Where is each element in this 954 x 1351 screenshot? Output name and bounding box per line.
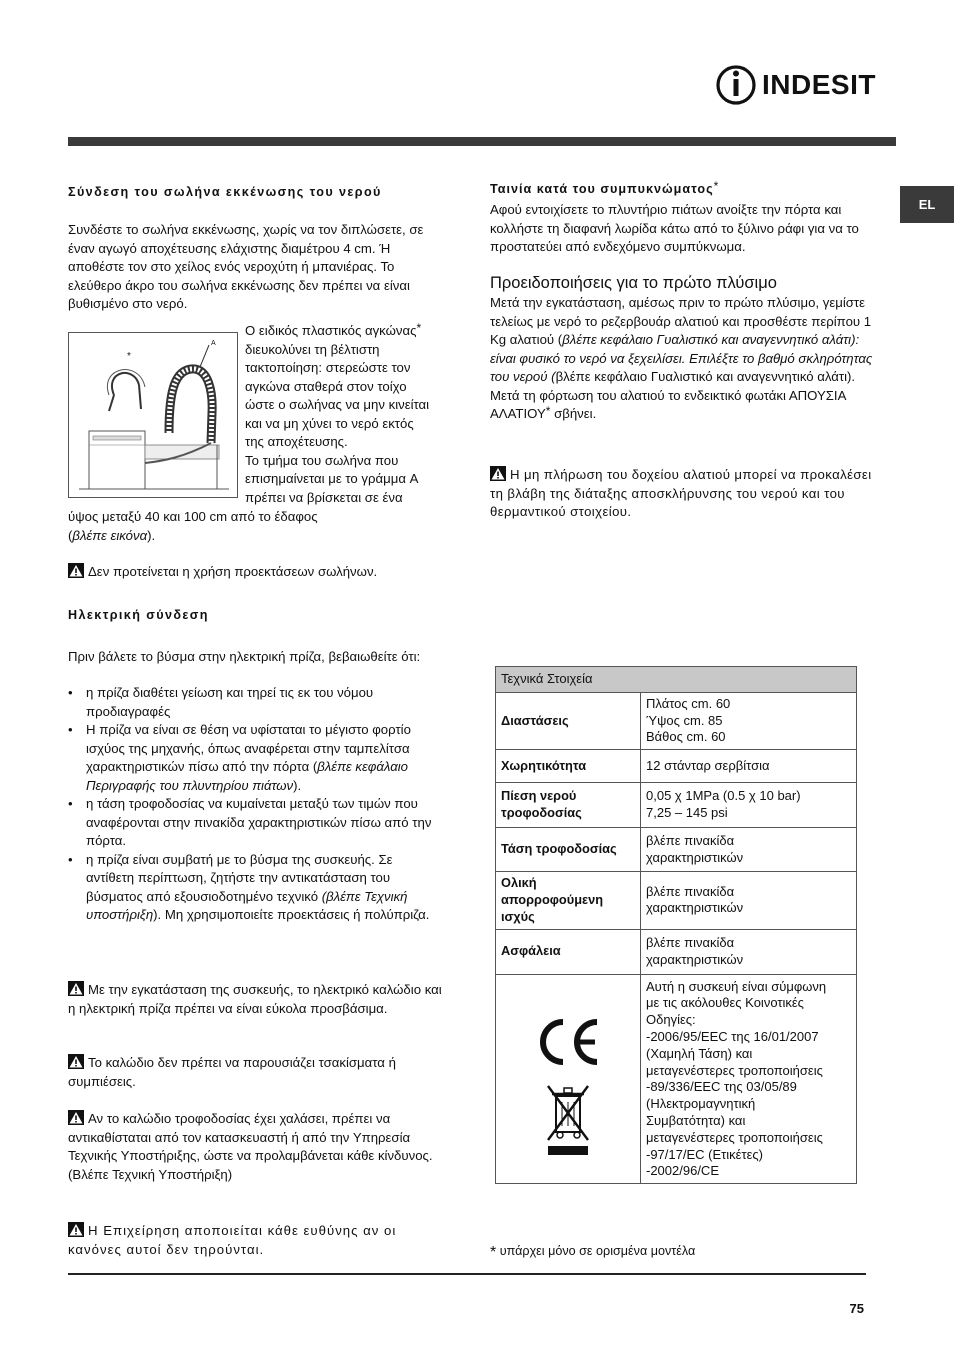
spec-key: Διαστάσεις — [496, 692, 641, 749]
directives-text — [641, 974, 857, 1184]
footer-rule — [68, 1273, 866, 1275]
elbow-line: πρέπει να βρίσκεται σε ένα — [245, 489, 403, 505]
warning-icon — [68, 563, 84, 578]
spec-value — [641, 929, 857, 974]
elbow-line: Το τμήμα του σωλήνα που — [245, 452, 399, 468]
table-row — [496, 974, 857, 1184]
warning-icon — [68, 1110, 84, 1125]
first-wash-title: Προειδοποιήσεις για το πρώτο πλύσιμο — [490, 274, 777, 292]
spec-value-line: χαρακτηριστικών — [646, 951, 744, 967]
language-tab-label: EL — [918, 197, 936, 212]
spec-value-line: βλέπε πινακίδα — [646, 832, 735, 848]
first-wash-text-part: βλέπε κεφάλαιο Γυαλιστικό και αναγεννητικό αλάτι). Μετά τη φόρτωση του αλατιού το ενδεικτικό φωτάκι ΑΠΟΥΣΙΑ ΑΛΑΤΙΟΥ — [490, 369, 856, 421]
elbow-line: και να μη χύνει το νερό εκτός — [245, 415, 414, 431]
spec-key-line: τροφοδοσίας — [501, 805, 582, 821]
first-wash-text-part: σβήνει. — [550, 406, 597, 421]
list-item — [68, 795, 444, 851]
warning-icon — [68, 1222, 84, 1237]
asterisk-mark: * — [545, 404, 551, 418]
spec-value-line: 12 στάνταρ σερβίτσια — [646, 757, 770, 773]
figure-label-a: A — [211, 340, 216, 347]
first-wash-ref: βλέπε κεφάλαιο Γυαλιστικό και αναγεννητικό αλάτι): είναι φυσικό το νερό να ξεχειλίσει. Επιλέξτε το βαθμό σκληρότητας του νερού ( — [490, 332, 873, 384]
warning-text: Με την εγκατάσταση της συσκευής, το ηλεκτρικό καλώδιο και η ηλεκτρική πρίζα πρέπει να είναι εύκολα προσβάσιμα. — [68, 982, 442, 1016]
warning-text: Η μη πλήρωση του δοχείου αλατιού μπορεί να προκαλέσει τη βλάβη της διάταξης αποσκλήρυνσης του νερού και του θερμαντικού στοιχείου. — [490, 467, 872, 519]
elbow-line: ώστε ο σωλήνας να μην κινείται — [245, 397, 430, 412]
directive-line: Συμβατότητα) και — [646, 1112, 746, 1128]
elbow-text — [245, 322, 455, 507]
figure-label-star: * — [127, 351, 131, 362]
directive-line: -2002/96/CE — [646, 1163, 719, 1179]
spec-value — [641, 872, 857, 929]
language-tab — [900, 186, 954, 223]
technical-data-table — [495, 666, 857, 1184]
footnote — [490, 1242, 870, 1263]
list-item-ref: (βλέπε Τεχνική υποστήριξη — [86, 888, 408, 922]
spec-value — [641, 828, 857, 872]
warning-text: Αν το καλώδιο τροφοδοσίας έχει χαλάσει, πρέπει να αντικαθίσταται από τον κατασκευαστή ή από την Υπηρεσία Τεχνικής Υποστήριξης, ώστε να προλαμβάνεται κάθε κίνδυνος. (Βλέπε Τεχνική Υποστήριξη) — [68, 1111, 433, 1182]
brand-logo — [716, 62, 876, 108]
warning-icon — [68, 981, 84, 996]
list-item-text: η πρίζα διαθέτει γείωση και τηρεί τις εκ του νόμου προδιαγραφές — [86, 685, 374, 719]
table-header-row — [496, 667, 857, 693]
spec-value — [641, 692, 857, 749]
drain-hose-title: Σύνδεση του σωλήνα εκκένωσης του νερού — [68, 185, 382, 199]
warning-salt — [490, 466, 874, 522]
list-item — [68, 851, 444, 925]
paren: ( — [68, 527, 73, 543]
table-row — [496, 783, 857, 828]
spec-value-line: χαρακτηριστικών — [646, 900, 744, 916]
spec-key-line: Πίεση νερού — [501, 788, 577, 804]
spec-value-line: 7,25 – 145 psi — [646, 805, 728, 821]
asterisk-mark: * — [416, 321, 422, 335]
directive-line: (Χαμηλή Τάση) και — [646, 1045, 753, 1061]
indesit-logo-mark — [716, 62, 762, 108]
table-row — [496, 692, 857, 749]
see-figure-ref: βλέπε εικόνα — [72, 527, 148, 543]
list-item-text: ). Μη χρησιμοποιείτε προεκτάσεις ή πολύπριζα. — [153, 907, 430, 922]
warning-text: Το καλώδιο δεν πρέπει να παρουσιάζει τσακίσματα ή συμπιέσεις. — [68, 1055, 396, 1089]
elbow-line: της αποχέτευσης. — [245, 434, 348, 449]
list-item — [68, 721, 444, 795]
spec-key: Τάση τροφοδοσίας — [496, 828, 641, 872]
warning-text: Η Επιχείρηση αποποιείται κάθε ευθύνης αν οι κανόνες αυτοί δεν τηρούνται. — [68, 1223, 397, 1257]
table-header: Τεχνικά Στοιχεία — [496, 667, 857, 693]
first-wash-text — [490, 294, 878, 424]
table-row — [496, 750, 857, 783]
elbow-line: τακτοποίηση: στερεώστε τον — [245, 360, 411, 375]
spec-value — [641, 783, 857, 828]
elbow-line: Ο ειδικός πλαστικός αγκώνας — [245, 323, 417, 338]
elbow-line: αγκώνα σταθερά στον τοίχο — [245, 378, 407, 394]
drain-hose-figure — [68, 332, 238, 498]
spec-value-line: χαρακτηριστικών — [646, 849, 744, 865]
asterisk-mark: * — [713, 179, 719, 193]
list-item-text: Η πρίζα να είναι σε θέση να υφίσταται το μέγιστο φορτίο ισχύος της μηχανής, όπως αναφέρεται στην ταμπελίτσα χαρακτηριστικών πίσω από την πόρτα ( — [86, 722, 411, 774]
spec-key-line: απορροφούμενη — [501, 891, 604, 907]
directive-line: -97/17/EC (Ετικέτες) — [646, 1146, 763, 1162]
spec-value-line: βλέπε πινακίδα — [646, 934, 735, 950]
spec-key-line: ισχύς — [501, 908, 535, 924]
asterisk-mark: * — [490, 1244, 497, 1261]
directive-line: -2006/95/EEC της 16/01/2007 — [646, 1028, 819, 1044]
warning-accessible — [68, 981, 448, 1018]
condensation-title-text: Ταινία κατά του συμπυκνώματος — [490, 182, 714, 196]
footnote-text: υπάρχει μόνο σε ορισμένα μοντέλα — [499, 1244, 696, 1258]
brand-name: INDESIT — [762, 69, 876, 100]
directive-line: με τις ακόλουθες Κοινοτικές — [646, 995, 804, 1011]
table-row — [496, 929, 857, 974]
list-item — [68, 684, 444, 721]
spec-value-line: Πλάτος cm. 60 — [646, 695, 731, 711]
directive-line: Αυτή η συσκευή είναι σύμφωνη — [646, 978, 827, 994]
electrical-checklist — [68, 684, 444, 925]
spec-key: Ασφάλεια — [496, 929, 641, 974]
spec-key — [496, 783, 641, 828]
warning-cable-damaged — [68, 1110, 448, 1184]
list-item-ref: βλέπε κεφάλαιο Περιγραφής του πλυντηρίου πιάτων — [86, 759, 408, 793]
warning-icon — [68, 1054, 84, 1069]
condensation-text: Αφού εντοιχίσετε το πλυντήριο πιάτων ανοίξτε την πόρτα και κολλήστε τη διαφανή λωρίδα κάτω από το ξύλινο ράφι για να το προστατεύει από ενδεχόμενο συμπύκνωμα. — [490, 202, 859, 254]
page-number: 75 — [849, 1301, 864, 1316]
header-bar — [68, 137, 896, 146]
spec-value — [641, 750, 857, 783]
ce-mark-icon — [535, 1016, 601, 1068]
hose-installation-illustration — [69, 333, 237, 497]
directive-line: Οδηγίες: — [646, 1012, 696, 1028]
list-item-text: η πρίζα είναι συμβατή με το βύσμα της συσκευής. Σε αντίθετη περίπτωση, ζητήστε την αντικατάσταση του βύσματος από εξουσιοδοτημένο τεχνικό — [86, 851, 393, 904]
spec-value-line: Βάθος cm. 60 — [646, 729, 726, 745]
compliance-marks — [496, 974, 641, 1184]
hose-height-text — [68, 508, 448, 545]
spec-key: Χωρητικότητα — [496, 750, 641, 783]
directive-line: μεταγενέστερες τροποποιήσεις — [646, 1129, 823, 1145]
elbow-line: επισημαίνεται με το γράμμα A — [245, 471, 419, 486]
table-row — [496, 828, 857, 872]
list-item-text: ). — [293, 777, 302, 793]
spec-key-line: Ολική — [501, 875, 537, 891]
condensation-title — [490, 180, 880, 199]
warning-cable-bend — [68, 1054, 448, 1091]
weee-bin-icon — [544, 1082, 592, 1158]
spec-value-line: 0,05 χ 1MPa (0.5 χ 10 bar) — [646, 788, 801, 804]
spec-value-line: βλέπε πινακίδα — [646, 883, 735, 899]
warning-liability — [68, 1222, 438, 1259]
paren: ). — [147, 527, 156, 543]
hose-height-line: ύψος μεταξύ 40 και 100 cm από το έδαφος — [68, 509, 318, 524]
directive-line: -89/336/EEC της 03/05/89 — [646, 1079, 797, 1095]
list-item-text: η τάση τροφοδοσίας να κυμαίνεται μεταξύ των τιμών που αναφέρονται στην πινακίδα χαρακτηριστικών πίσω από την πόρτα. — [86, 796, 432, 848]
elbow-line: διευκολύνει τη βέλτιστη — [245, 341, 380, 357]
first-wash-text-part: Μετά την εγκατάσταση, αμέσως πριν το πρώτο πλύσιμο, γεμίστε τελείως με νερό το ρεζερβουάρ αλατιού και προσθέστε περίπου 1 Kg αλατιού ( — [490, 295, 872, 347]
directive-line: μεταγενέστερες τροποποιήσεις — [646, 1062, 823, 1078]
directive-line: (Ηλεκτρομαγνητική — [646, 1096, 756, 1112]
warning-extensions — [68, 563, 448, 582]
electrical-title: Ηλεκτρική σύνδεση — [68, 608, 209, 622]
spec-value-line: Ύψος cm. 85 — [646, 712, 723, 728]
electrical-intro: Πριν βάλετε το βύσμα στην ηλεκτρική πρίζα, βεβαιωθείτε ότι: — [68, 649, 421, 664]
table-row — [496, 872, 857, 929]
drain-hose-text: Συνδέστε το σωλήνα εκκένωσης, χωρίς να τον διπλώσετε, σε έναν αγωγό αποχέτευσης ελάχιστης διαμέτρου 4 cm. Ή αποθέστε τον στο χείλος ενός νεροχύτη ή μπανιέρας. Το ελεύθερο άκρο του σωλήνα εκκένωσης δεν πρέπει να είναι βυθισμένο στο νερό. — [68, 222, 424, 311]
warning-icon — [490, 466, 506, 481]
warning-text: Δεν προτείνεται η χρήση προεκτάσεων σωλήνων. — [88, 564, 378, 579]
spec-key — [496, 872, 641, 929]
